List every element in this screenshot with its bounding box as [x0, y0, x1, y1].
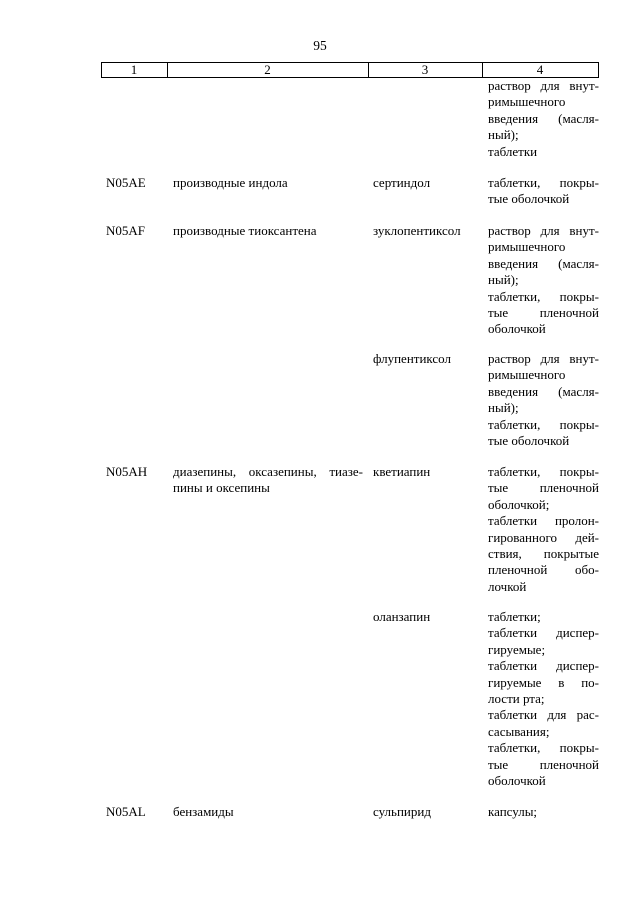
drug-name: сульпирид [373, 804, 431, 819]
dosage-form-cell [488, 464, 599, 595]
dosage-form-line: тые оболочкой [488, 433, 570, 449]
atc-code: N05AE [106, 175, 146, 190]
drug-name: флупентиксол [373, 351, 451, 366]
dosage-form-line: таблетки, покры- [488, 288, 599, 304]
header-divider [598, 63, 599, 77]
dosage-form-line: оболочкой; [488, 496, 550, 512]
dosage-form-line: таблетки, покры- [488, 416, 599, 432]
dosage-form-line: раствор для внут- [488, 351, 599, 366]
dosage-form-line: гированного дей- [488, 529, 599, 545]
column-header-2: 2 [264, 62, 271, 77]
atc-code: N05AH [106, 464, 148, 479]
dosage-form-line: римышечного [488, 94, 566, 110]
drug-name: оланзапин [373, 609, 431, 624]
group-name [173, 223, 363, 239]
dosage-form-cell [488, 351, 599, 449]
atc-code: N05AF [106, 223, 146, 238]
dosage-form-cell [488, 223, 599, 338]
dosage-form-line: тые пленочной [488, 756, 599, 772]
dosage-form-line: введения (масля- [488, 383, 599, 399]
page-number: 95 [313, 38, 327, 53]
dosage-form-line: пленочной обо- [488, 562, 599, 578]
dosage-form-line: раствор для внут- [488, 223, 599, 238]
column-header-1: 1 [130, 62, 138, 77]
dosage-form-line: тые пленочной [488, 480, 599, 496]
dosage-form-line: ный); [488, 272, 519, 288]
group-name-line: производные индола [173, 175, 288, 190]
dosage-form-line: гируемые в по- [488, 674, 599, 690]
drug-name: сертиндол [373, 175, 431, 190]
group-name-line: бензамиды [173, 804, 234, 819]
group-name-line: пины и оксепины [173, 480, 270, 496]
atc-code: N05AL [106, 804, 146, 819]
dosage-form-line: введения (масля- [488, 255, 599, 271]
dosage-form-line: тые пленочной [488, 305, 599, 321]
dosage-form-line: таблетки пролон- [488, 513, 599, 529]
dosage-form-cell [488, 78, 599, 160]
dosage-form-line: раствор для внут- [488, 78, 599, 93]
dosage-form-cell [488, 175, 599, 208]
dosage-form-line: таблетки [488, 143, 538, 159]
column-header-4: 4 [536, 62, 544, 77]
group-name-line: диазепины, оксазепины, тиазе- [173, 464, 363, 479]
dosage-form-line: римышечного [488, 239, 566, 255]
dosage-form-cell [488, 804, 599, 820]
group-name [173, 464, 363, 497]
dosage-form-line: ствия, покрытые [488, 546, 599, 562]
dosage-form-cell [488, 609, 599, 789]
dosage-form-line: ный); [488, 127, 519, 143]
drug-name: зуклопентиксол [373, 223, 461, 238]
drug-name: кветиапин [373, 464, 431, 479]
dosage-form-line: таблетки, покры- [488, 175, 599, 190]
dosage-form-line: римышечного [488, 367, 566, 383]
dosage-form-line: лости рта; [488, 691, 545, 707]
dosage-form-line: сасывания; [488, 723, 550, 739]
group-name [173, 175, 363, 191]
dosage-form-line: таблетки диспер- [488, 658, 599, 674]
group-name [173, 804, 363, 820]
dosage-form-line: таблетки диспер- [488, 625, 599, 641]
dosage-form-line: таблетки для рас- [488, 707, 599, 723]
dosage-form-line: оболочкой [488, 773, 546, 789]
dosage-form-line: тые оболочкой [488, 191, 570, 207]
dosage-form-line: ный); [488, 400, 519, 416]
column-header-3: 3 [421, 62, 429, 77]
dosage-form-line: введения (масля- [488, 110, 599, 126]
dosage-form-line: таблетки, покры- [488, 464, 599, 479]
dosage-form-line: лочкой [488, 578, 527, 594]
dosage-form-line: таблетки, покры- [488, 740, 599, 756]
dosage-form-line: таблетки; [488, 609, 541, 624]
dosage-form-line: капсулы; [488, 804, 538, 819]
group-name-line: производные тиоксантена [173, 223, 317, 238]
dosage-form-line: гируемые; [488, 641, 546, 657]
table-header [101, 62, 599, 78]
dosage-form-line: оболочкой [488, 321, 546, 337]
